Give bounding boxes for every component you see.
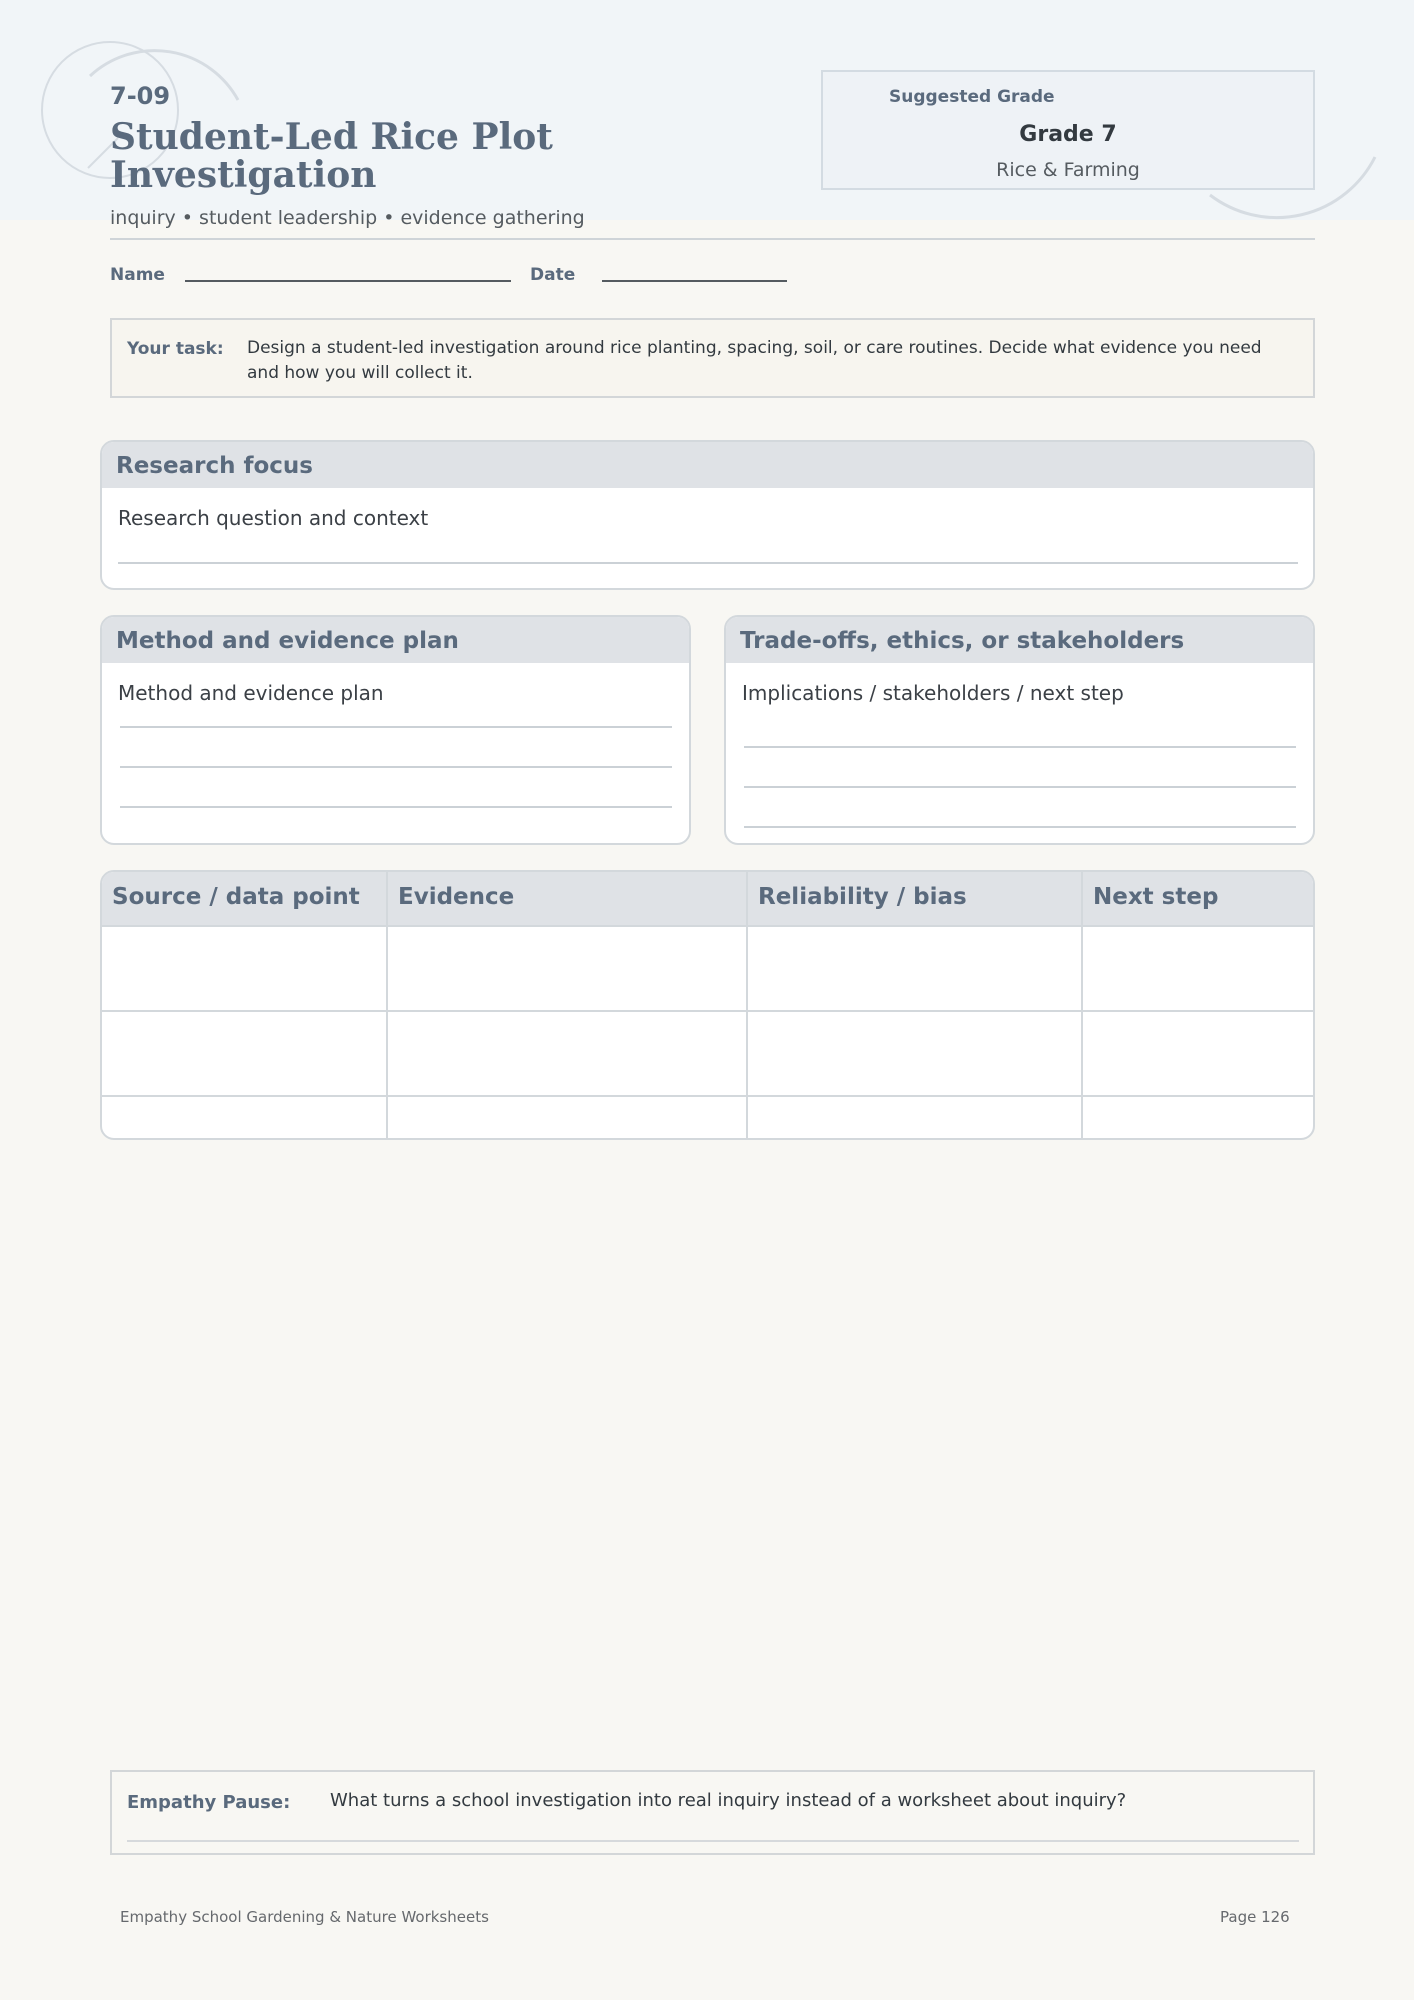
task-label: Your task: [127, 339, 224, 359]
table-row [102, 1011, 1315, 1096]
task-text: Design a student-led investigation around rice planting, spacing, soil, or care routines. Decide what evidence you need and how you will collect it. [247, 338, 1262, 383]
table-cell[interactable] [387, 926, 747, 1011]
tradeoffs-writing-line[interactable] [744, 786, 1296, 788]
method-panel [100, 615, 691, 845]
empathy-pause-label: Empathy Pause: [127, 1792, 291, 1813]
tradeoffs-heading: Trade-offs, ethics, or stakeholders [726, 617, 1313, 663]
tradeoffs-writing-line[interactable] [744, 746, 1296, 748]
method-writing-line[interactable] [120, 766, 672, 768]
footer-series: Empathy School Gardening & Nature Worksheets [120, 1908, 489, 1926]
page-title: Student-Led Rice Plot Investigation [110, 116, 553, 196]
column-header: Reliability / bias [747, 872, 1082, 926]
table-cell[interactable] [387, 1096, 747, 1138]
grade-box [821, 70, 1315, 190]
empathy-writing-line[interactable] [127, 1840, 1299, 1842]
tradeoffs-panel [724, 615, 1315, 845]
page-subtitle: inquiry • student leadership • evidence gathering [110, 207, 585, 229]
table-cell[interactable] [747, 926, 1082, 1011]
name-field[interactable] [185, 280, 511, 282]
table-cell[interactable] [1082, 926, 1315, 1011]
table-cell[interactable] [102, 1096, 387, 1138]
research-writing-line[interactable] [118, 562, 1298, 564]
method-writing-line[interactable] [120, 806, 672, 808]
empathy-pause-box [110, 1770, 1315, 1855]
evidence-table [100, 870, 1315, 1140]
date-label: Date [530, 265, 576, 285]
research-focus-prompt: Research question and context [118, 506, 429, 530]
table-row [102, 926, 1315, 1011]
table-cell[interactable] [1082, 1011, 1315, 1096]
column-header: Next step [1082, 872, 1315, 926]
research-focus-heading: Research focus [102, 442, 1313, 488]
grade-value: Grade 7 [1019, 122, 1117, 147]
date-field[interactable] [602, 280, 787, 282]
task-box [110, 318, 1315, 398]
table-cell[interactable] [747, 1096, 1082, 1138]
tradeoffs-writing-line[interactable] [744, 826, 1296, 828]
table-header-row [102, 872, 1315, 926]
worksheet-code: 7-09 [110, 82, 171, 110]
grade-label: Suggested Grade [889, 87, 1055, 107]
table-cell[interactable] [747, 1011, 1082, 1096]
footer-page-number: Page 126 [1220, 1908, 1290, 1926]
header-divider [110, 238, 1315, 240]
tradeoffs-prompt: Implications / stakeholders / next step [742, 681, 1124, 705]
method-writing-line[interactable] [120, 726, 672, 728]
table-cell[interactable] [102, 926, 387, 1011]
method-prompt: Method and evidence plan [118, 681, 384, 705]
table-cell[interactable] [387, 1011, 747, 1096]
name-label: Name [110, 265, 165, 285]
research-focus-panel [100, 440, 1315, 590]
table-cell[interactable] [102, 1011, 387, 1096]
table-cell[interactable] [1082, 1096, 1315, 1138]
table-row [102, 1096, 1315, 1138]
empathy-pause-question: What turns a school investigation into real inquiry instead of a worksheet about inquiry? [330, 1790, 1127, 1811]
column-header: Source / data point [102, 872, 387, 926]
method-heading: Method and evidence plan [102, 617, 689, 663]
grade-topic: Rice & Farming [996, 159, 1140, 181]
column-header: Evidence [387, 872, 747, 926]
